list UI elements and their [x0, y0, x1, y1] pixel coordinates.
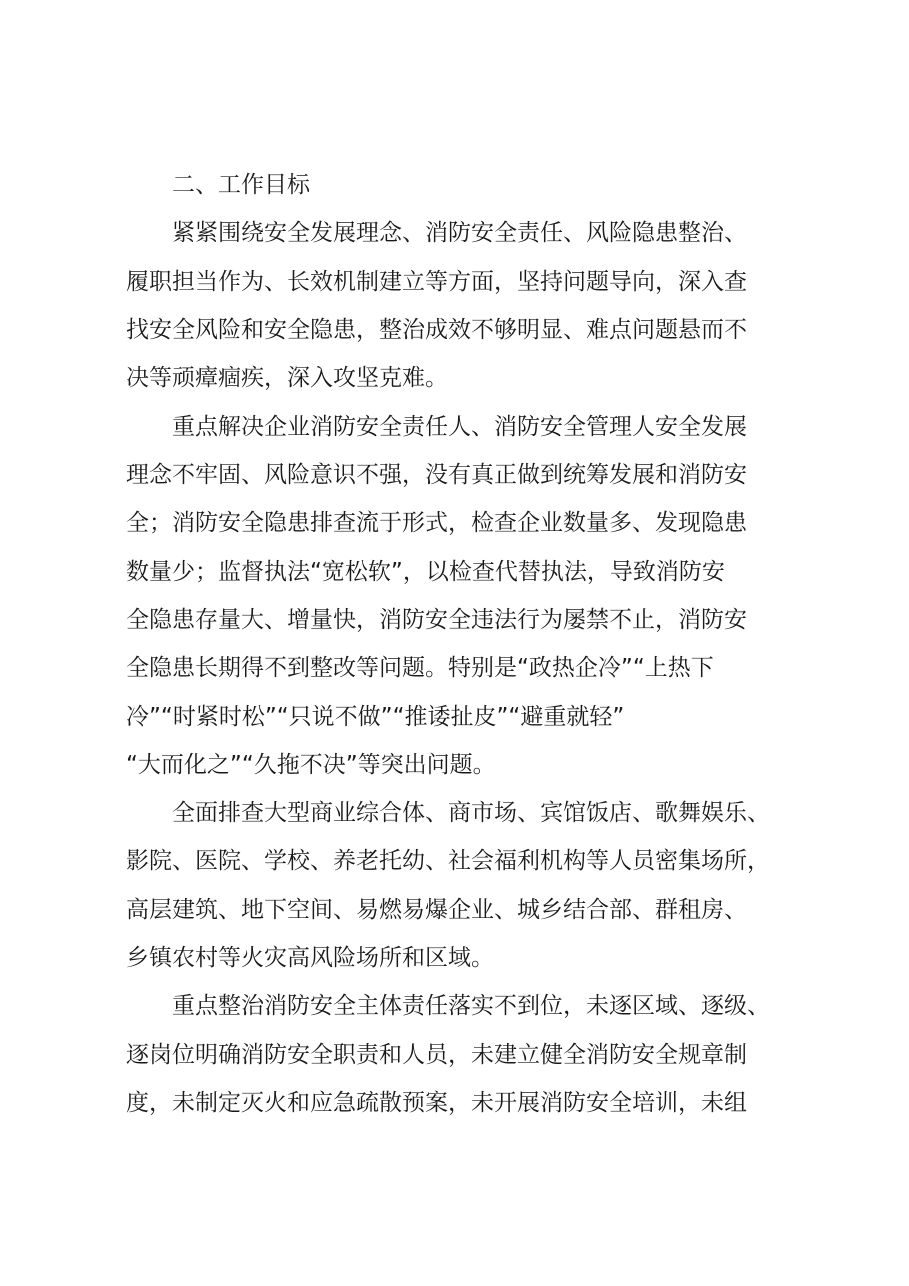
- paragraph-line: 度，未制定灭火和应急疏散预案，未开展消防安全培训，未组: [126, 1090, 747, 1116]
- section-heading: 二、工作目标: [172, 172, 310, 198]
- paragraph-line: 理念不牢固、风险意识不强，没有真正做到统筹发展和消防安: [126, 462, 747, 488]
- paragraph-line: 紧紧围绕安全发展理念、消防安全责任、风险隐患整治、: [172, 220, 747, 246]
- paragraph-line: 找安全风险和安全隐患，整治成效不够明显、难点问题悬而不: [126, 317, 747, 343]
- paragraph-line: 数量少；监督执法“宽松软”，以检查代替执法，导致消防安: [126, 559, 725, 585]
- paragraph-line: 全隐患长期得不到整改等问题。特别是“政热企冷”“上热下: [126, 655, 714, 681]
- paragraph-line: 高层建筑、地下空间、易燃易爆企业、城乡结合部、群租房、: [126, 897, 747, 923]
- paragraph-line: 重点整治消防安全主体责任落实不到位，未逐区域、逐级、: [172, 993, 770, 1019]
- paragraph-line: 逐岗位明确消防安全职责和人员，未建立健全消防安全规章制: [126, 1042, 747, 1068]
- paragraph-line: 全面排查大型商业综合体、商市场、宾馆饭店、歌舞娱乐、: [172, 800, 770, 826]
- paragraph-line: 全隐患存量大、增量快，消防安全违法行为屡禁不止，消防安: [126, 607, 747, 633]
- paragraph-line: 履职担当作为、长效机制建立等方面，坚持问题导向，深入查: [126, 269, 747, 295]
- paragraph-line: 重点解决企业消防安全责任人、消防安全管理人安全发展: [172, 414, 747, 440]
- paragraph-line: 冷”“时紧时松”“只说不做”“推诿扯皮”“避重就轻”: [126, 704, 625, 730]
- paragraph-line: 决等顽瘴痼疾，深入攻坚克难。: [126, 365, 448, 391]
- paragraph-line: 全；消防安全隐患排查流于形式，检查企业数量多、发现隐患: [126, 510, 747, 536]
- paragraph-line: 乡镇农村等火灾高风险场所和区域。: [126, 945, 494, 971]
- paragraph-line: “大而化之”“久拖不决”等突出问题。: [126, 752, 496, 778]
- paragraph-line: 影院、医院、学校、养老托幼、社会福利机构等人员密集场所，: [126, 848, 770, 874]
